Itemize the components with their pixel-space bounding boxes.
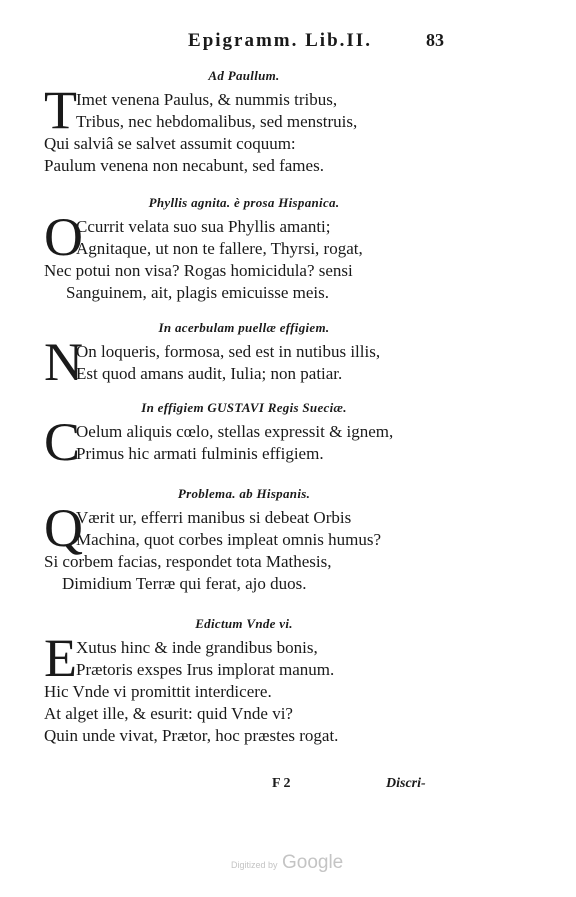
verse-line: Si corbem facias, respondet tota Mathesis, <box>44 552 332 571</box>
drop-initial: T <box>44 80 77 140</box>
verse-line: Agnitaque, ut non te fallere, Thyrsi, rogat, <box>76 239 363 258</box>
verse-line: Est quod amans audit, Iulia; non patiar. <box>76 364 343 383</box>
verse-line: Tribus, nec hebdomalibus, sed menstruis, <box>76 112 358 131</box>
drop-initial: Q <box>44 498 83 558</box>
digitized-watermark <box>231 852 343 874</box>
drop-initial: O <box>44 207 83 267</box>
epigram-title: Edictum Vnde vi. <box>195 616 293 631</box>
catchword: Discri- <box>386 776 426 791</box>
signature-mark: F 2 <box>272 776 291 791</box>
running-head: Epigramm. Lib.II. <box>188 30 372 51</box>
page-number: 83 <box>426 30 444 50</box>
epigram-title: In effigiem GUSTAVI Regis Sueciæ. <box>141 400 347 415</box>
verse-line: Ccurrit velata suo sua Phyllis amanti; <box>76 217 331 236</box>
verse-line: Imet venena Paulus, & nummis tribus, <box>76 90 338 109</box>
verse-line: Værit ur, efferri manibus si debeat Orbis <box>76 508 352 527</box>
drop-initial: N <box>44 332 83 392</box>
epigram-in-acerbulam <box>44 320 444 392</box>
verse-line: On loqueris, formosa, sed est in nutibus illis, <box>76 342 381 361</box>
verse-line: Paulum venena non necabunt, sed fames. <box>44 156 324 175</box>
epigram-title: Ad Paullum. <box>208 68 280 83</box>
epigram-title: Problema. ab Hispanis. <box>177 486 311 501</box>
epigram-gustavi <box>44 400 444 472</box>
verse-line: At alget ille, & esurit: quid Vnde vi? <box>44 704 293 723</box>
drop-initial: E <box>44 628 77 688</box>
verse-line: Hic Vnde vi promittit interdicere. <box>44 682 272 701</box>
verse-line: Quin unde vivat, Prætor, hoc præstes rogat. <box>44 726 339 745</box>
epigram-problema <box>44 486 444 595</box>
drop-initial: C <box>44 412 81 472</box>
verse-line: Nec potui non visa? Rogas homicidula? sensi <box>44 261 353 280</box>
verse-line: Primus hic armati fulminis effigiem. <box>76 444 324 463</box>
verse-line: Qui salviâ se salvet assumit coquum: <box>44 134 296 153</box>
verse-line: Dimidium Terræ qui ferat, ajo duos. <box>62 574 307 593</box>
verse-line: Machina, quot corbes impleat omnis humus? <box>76 530 381 549</box>
epigram-title: Phyllis agnita. è prosa Hispanica. <box>148 195 340 210</box>
verse-line: Oelum aliquis cœlo, stellas expressit & ignem, <box>76 422 394 441</box>
epigram-ad-paullum <box>44 68 444 177</box>
watermark-prefix: Digitized by <box>231 860 278 870</box>
google-logo: Google <box>281 852 344 873</box>
epigram-phyllis-agnita <box>44 195 444 304</box>
epigram-title: In acerbulam puellæ effigiem. <box>158 320 330 335</box>
verse-line: Prætoris exspes Irus implorat manum. <box>76 660 335 679</box>
verse-line: Xutus hinc & inde grandibus bonis, <box>76 638 318 657</box>
verse-line: Sanguinem, ait, plagis emicuisse meis. <box>66 283 329 302</box>
epigram-edictum-unde-vi <box>44 616 444 747</box>
